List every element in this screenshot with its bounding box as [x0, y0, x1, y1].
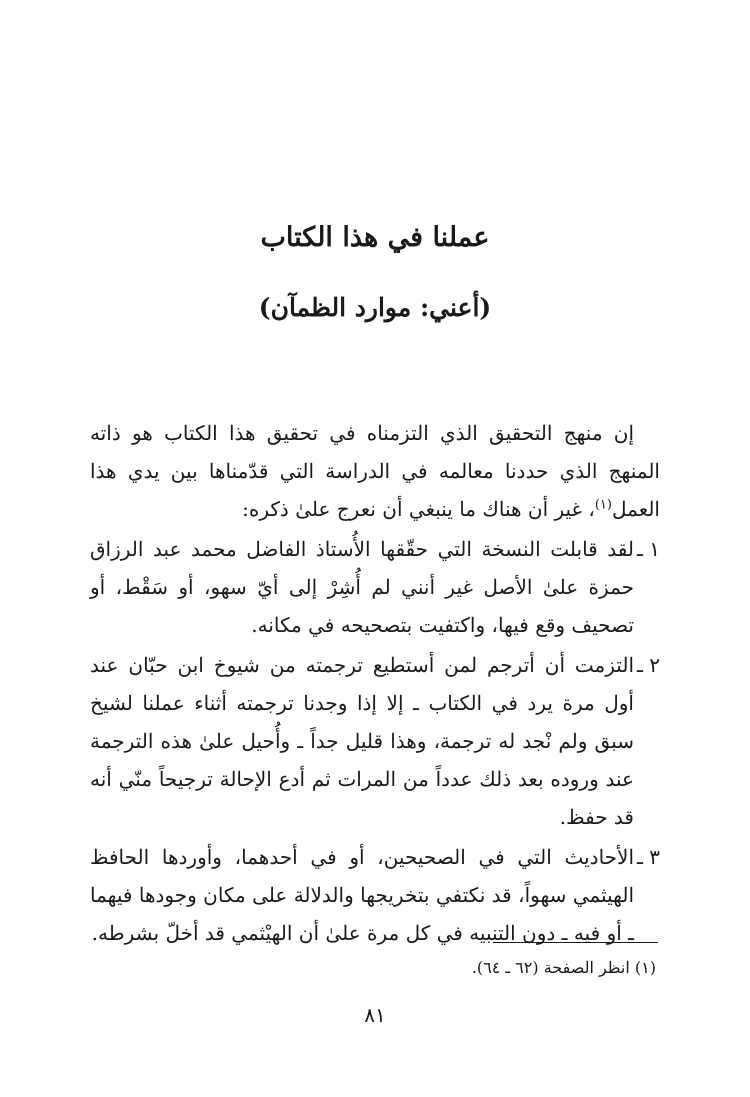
footnote-divider	[493, 942, 658, 943]
list-item-text: الأحاديث التي في الصحيحين، أو في أحدهما، وأوردها الحافظ الهيثمي سهواً، قد نكتفي بتخريجها والدلالة على مكان وجودها فيهما ـ أو فيه ـ دون التنبيه في كل مرة علىٰ أن الهيْثمي قد أخلّ بشرطه.	[90, 845, 634, 945]
list-item-number: ٢ ـ	[637, 653, 660, 677]
body-text	[90, 414, 660, 952]
list-item-text: التزمت أن أترجم لمن أستطيع ترجمته من شيوخ ابن حبّان عند أول مرة يرد في الكتاب ـ إلا إذا وجدنا ترجمته أثناء عملنا لشيخ سبق ولم نْجد له ترجمة، وهذا قليل جداً ـ وأُحيل علىٰ هذه الترجمة عند وروده بعد ذلك عدداً من المرات ثم أدع الإحالة ترجيحاً منّي أنه قد حفظ.	[90, 653, 634, 829]
footnote-reference: (١)	[594, 497, 612, 513]
page-title: عملنا في هذا الكتاب	[260, 222, 490, 253]
list-item-2	[90, 646, 660, 836]
list-item-3	[90, 838, 660, 952]
page-subtitle: (أعني: موارد الظمآن)	[258, 293, 492, 322]
list-item-text: لقد قابلت النسخة التي حقّقها الأُستاذ الفاضل محمد عبد الرزاق حمزة علىٰ الأصل غير أنني لم أُشِرْ إلى أيّ سهو، أو سَقْط، أو تصحيف وقع فيها، واكتفيت بتصحيحه في مكانه.	[90, 537, 634, 637]
footnote: (١) انظر الصفحة (٦٢ ـ ٦٤).	[471, 958, 656, 977]
list-item-number: ٣ ـ	[637, 845, 660, 869]
page-number: ٨١	[364, 1003, 386, 1027]
intro-paragraph	[90, 414, 660, 528]
list-item-1	[90, 530, 660, 644]
list-item-number: ١ ـ	[637, 537, 660, 561]
intro-text-2: ، غير أن هناك ما ينبغي أن نعرج علىٰ ذكره:	[242, 497, 595, 521]
intro-text-1: إن منهج التحقيق الذي التزمناه في تحقيق هذا الكتاب هو ذاته المنهج الذي حددنا معالمه في الدراسة التي قدّمناها بين يدي هذا العمل	[90, 421, 660, 521]
